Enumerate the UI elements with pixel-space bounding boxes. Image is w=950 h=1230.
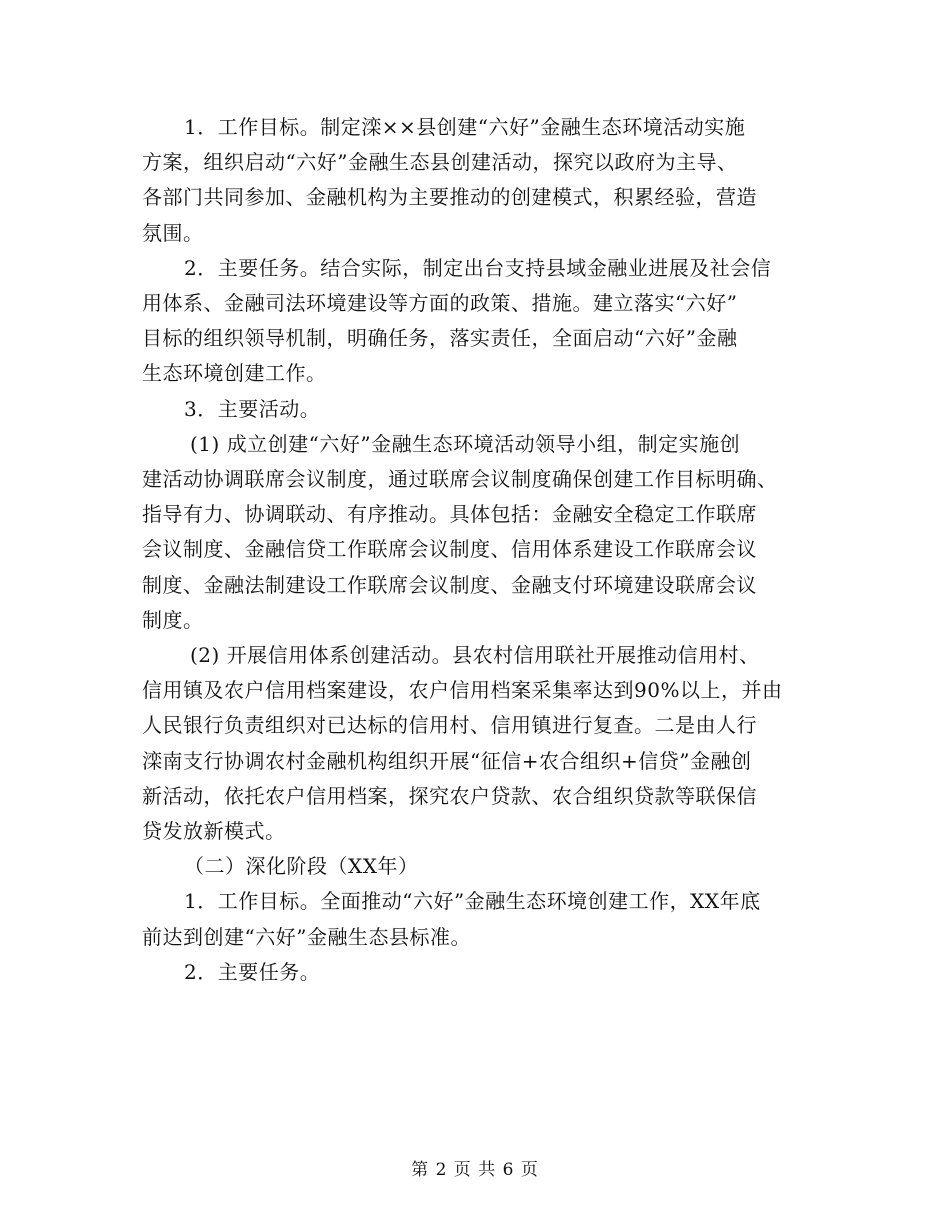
paragraph: [142, 884, 810, 954]
text-line: 制度。: [142, 607, 204, 632]
text-line: 各部门共同参加、金融机构为主要推动的创建模式，积累经验，营造: [142, 185, 757, 210]
text-line: 1．工作目标。制定滦××县创建“六好”金融生态环境活动实施: [184, 115, 746, 139]
text-line: (2) 开展信用体系创建活动。县农村信用联社开展推动信用村、: [190, 643, 760, 668]
text-line: 信用镇及农户信用档案建设，农户信用档案采集率达到90%以上，并由: [142, 678, 783, 703]
paragraph: [142, 638, 810, 849]
text-line: 新活动，依托农户信用档案，探究农户贷款、农合组织贷款等联保信: [142, 783, 757, 808]
text-line: 建活动协调联席会议制度，通过联席会议制度确保创建工作目标明确、: [142, 467, 778, 492]
text-line: 生态环境创建工作。: [142, 361, 327, 386]
text-line: 氛围。: [142, 220, 204, 245]
text-line: 会议制度、金融信贷工作联席会议制度、信用体系建设工作联席会议: [142, 537, 757, 562]
text-line: 贷发放新模式。: [142, 819, 286, 844]
text-line: 方案，组织启动“六好”金融生态县创建活动，探究以政府为主导、: [142, 150, 738, 175]
paragraph: [142, 392, 810, 427]
text-line: 制度、金融法制建设工作联席会议制度、金融支付环境建设联席会议: [142, 572, 757, 597]
paragraph: [142, 110, 810, 251]
text-line: 指导有力、协调联动、有序推动。具体包括：金融安全稳定工作联席: [142, 502, 757, 527]
paragraph: [142, 849, 810, 884]
text-line: （二）深化阶段（XX年）: [184, 854, 419, 879]
text-line: 人民银行负责组织对已达标的信用村、信用镇进行复查。二是由人行: [142, 713, 757, 738]
text-line: 用体系、金融司法环境建设等方面的政策、措施。建立落实“六好”: [142, 291, 738, 316]
text-line: 滦南支行协调农村金融机构组织开展“征信+农合组织+信贷”金融创: [142, 748, 752, 773]
document-body: [142, 110, 810, 990]
page-footer: 第 2 页 共 6 页: [411, 1160, 539, 1180]
text-line: 3．主要活动。: [184, 396, 321, 421]
text-line: (1) 成立创建“六好”金融生态环境活动领导小组，制定实施创: [190, 431, 741, 456]
text-line: 前达到创建“六好”金融生态县标准。: [142, 924, 471, 949]
paragraph: [142, 955, 810, 990]
paragraph: [142, 427, 810, 638]
text-line: 1．工作目标。全面推动“六好”金融生态环境创建工作，XX年底: [184, 889, 761, 914]
text-line: 2．主要任务。结合实际，制定出台支持县域金融业进展及社会信: [184, 255, 772, 280]
text-line: 2．主要任务。: [184, 959, 321, 984]
paragraph: [142, 251, 810, 392]
text-line: 目标的组织领导机制，明确任务，落实责任，全面启动“六好”金融: [142, 326, 738, 351]
